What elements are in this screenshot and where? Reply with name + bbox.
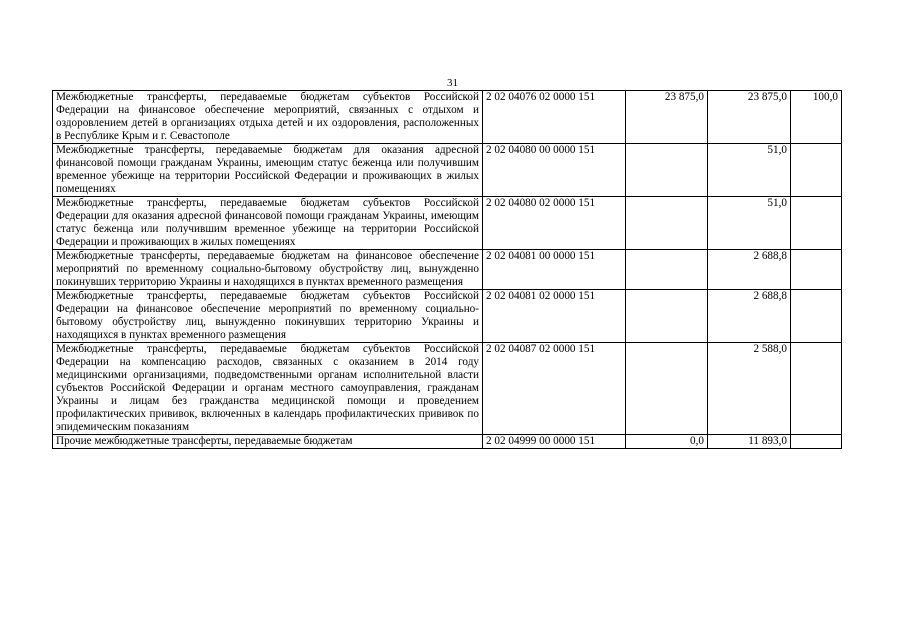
row-value1-cell (626, 250, 708, 290)
table-row (53, 144, 842, 197)
row-percent-cell (791, 144, 842, 197)
row-value1-cell (626, 144, 708, 197)
row-percent-cell (791, 250, 842, 290)
row-value2-cell: 2 688,8 (708, 290, 791, 343)
row-value2-cell: 23 875,0 (708, 91, 791, 144)
row-name-cell: Межбюджетные трансферты, передаваемые бюджетам субъектов Российской Федерации на финансовое обеспечение мероприятий по временному социально-бытовому обустройству лиц, вынужденно покинувших территорию Украины и находящихся в пунктах временного размещения (53, 290, 483, 343)
table-row (53, 435, 842, 449)
table-row (53, 91, 842, 144)
row-value1-cell (626, 290, 708, 343)
row-value2-cell: 2 688,8 (708, 250, 791, 290)
row-code-cell: 2 02 04080 00 0000 151 (483, 144, 626, 197)
row-name-cell: Межбюджетные трансферты, передаваемые бюджетам на финансовое обеспечение мероприятий по временному социально-бытовому обустройству лиц, вынужденно покинувших территорию Украины и находящихся в пунктах временного размещения (53, 250, 483, 290)
row-code-cell: 2 02 04076 02 0000 151 (483, 91, 626, 144)
row-code-cell: 2 02 04080 02 0000 151 (483, 197, 626, 250)
row-name-cell: Прочие межбюджетные трансферты, передаваемые бюджетам (53, 435, 483, 449)
row-percent-cell (791, 197, 842, 250)
row-percent-cell (791, 435, 842, 449)
budget-table (52, 90, 842, 449)
table-row (53, 290, 842, 343)
table-row (53, 197, 842, 250)
row-name-cell: Межбюджетные трансферты, передаваемые бюджетам субъектов Российской Федерации на финансовое обеспечение мероприятий, связанных с отдыхом и оздоровлением детей в организациях отдыха детей и их оздоровления, расположенных в Республике Крым и г. Севастополе (53, 91, 483, 144)
row-code-cell: 2 02 04081 02 0000 151 (483, 290, 626, 343)
row-value1-cell (626, 197, 708, 250)
row-name-cell: Межбюджетные трансферты, передаваемые бюджетам для оказания адресной финансовой помощи гражданам Украины, имеющим статус беженца или получившим временное убежище на территории Российской Федерации и проживающих в жилых помещениях (53, 144, 483, 197)
row-percent-cell (791, 290, 842, 343)
row-value1-cell: 0,0 (626, 435, 708, 449)
row-name-cell: Межбюджетные трансферты, передаваемые бюджетам субъектов Российской Федерации для оказания адресной финансовой помощи гражданам Украины, имеющим статус беженца или получившим временное убежище на территории Российской Федерации и проживающих в жилых помещениях (53, 197, 483, 250)
row-percent-cell: 100,0 (791, 91, 842, 144)
row-percent-cell (791, 343, 842, 435)
table-row (53, 250, 842, 290)
row-value2-cell: 11 893,0 (708, 435, 791, 449)
row-code-cell: 2 02 04999 00 0000 151 (483, 435, 626, 449)
table-row (53, 343, 842, 435)
row-value2-cell: 51,0 (708, 144, 791, 197)
row-value2-cell: 2 588,0 (708, 343, 791, 435)
row-value1-cell (626, 343, 708, 435)
row-code-cell: 2 02 04081 00 0000 151 (483, 250, 626, 290)
page-number: 31 (447, 77, 458, 89)
row-code-cell: 2 02 04087 02 0000 151 (483, 343, 626, 435)
row-name-cell: Межбюджетные трансферты, передаваемые бюджетам субъектов Российской Федерации на компенсацию расходов, связанных с оказанием в 2014 году медицинскими организациями, подведомственными органам исполнительной власти субъектов Российской Федерации и органам местного самоуправления, гражданам Украины и лицам без гражданства медицинской помощи и проведением профилактических прививок, включенных в календарь профилактических прививок по эпидемическим показаниям (53, 343, 483, 435)
row-value2-cell: 51,0 (708, 197, 791, 250)
row-value1-cell: 23 875,0 (626, 91, 708, 144)
